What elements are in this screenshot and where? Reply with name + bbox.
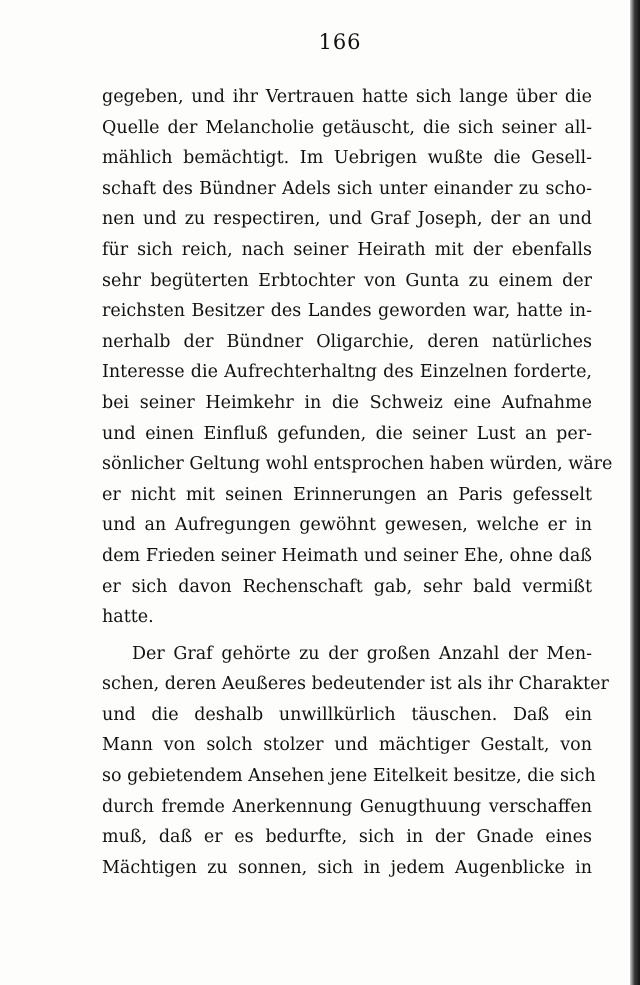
text-line: er nicht mit seinen Erinnerungen an Paris gefesselt: [102, 484, 592, 505]
text-line: sönlicher Geltung wohl entsprochen haben würden, wäre: [102, 454, 613, 475]
text-line: schen, deren Aeußeres bedeutender ist als ihr Charakter: [102, 674, 609, 695]
text-line: Mächtigen zu sonnen, sich in jedem Augenblicke in: [102, 857, 592, 878]
paragraph-1: [102, 82, 613, 633]
text-line: er sich davon Rechenschaft gab, sehr bald vermißt: [102, 576, 592, 597]
text-line: Mann von solch stolzer und mächtiger Gestalt, von: [102, 735, 592, 756]
text-line: durch fremde Anerkennung Genugthuung verschaffen: [102, 796, 592, 817]
paragraph-2: [102, 639, 609, 884]
text-line: und die deshalb unwillkürlich täuschen. Daß ein: [102, 704, 592, 725]
text-line: reichsten Besitzer des Landes geworden war, hatte in-: [102, 301, 592, 322]
binding-edge: [630, 0, 640, 985]
text-line: Quelle der Melancholie getäuscht, die sich seiner all-: [102, 117, 592, 138]
text-line: hatte.: [102, 607, 154, 628]
text-line: sehr begüterten Erbtochter von Gunta zu einem der: [102, 270, 592, 291]
text-line: schaft des Bündner Adels sich unter einander zu scho-: [102, 178, 592, 199]
text-line: nerhalb der Bündner Oligarchie, deren natürliches: [102, 331, 592, 352]
text-line: und einen Einfluß gefunden, die seiner Lust an per-: [102, 423, 592, 444]
text-line: bei seiner Heimkehr in die Schweiz eine Aufnahme: [102, 392, 592, 413]
text-line: und an Aufregungen gewöhnt gewesen, welche er in: [102, 515, 592, 536]
text-line: muß, daß er es bedurfte, sich in der Gnade eines: [102, 827, 592, 848]
text-line: Der Graf gehörte zu der großen Anzahl der Men-: [132, 643, 592, 664]
text-line: Interesse die Aufrechterhaltng des Einzelnen forderte,: [102, 362, 592, 383]
text-line: dem Frieden seiner Heimath und seiner Ehe, ohne daß: [102, 545, 592, 566]
text-line: nen und zu respectiren, und Graf Joseph, der an und: [102, 209, 592, 230]
text-line: für sich reich, nach seiner Heirath mit der ebenfalls: [102, 239, 592, 260]
page-number: 166: [318, 30, 362, 54]
text-line: gegeben, und ihr Vertrauen hatte sich lange über die: [102, 87, 592, 107]
body-text: [102, 82, 613, 883]
text-line: mählich bemächtigt. Im Uebrigen wußte die Gesell-: [102, 148, 592, 169]
text-line: so gebietendem Ansehen jene Eitelkeit besitze, die sich: [102, 766, 596, 787]
